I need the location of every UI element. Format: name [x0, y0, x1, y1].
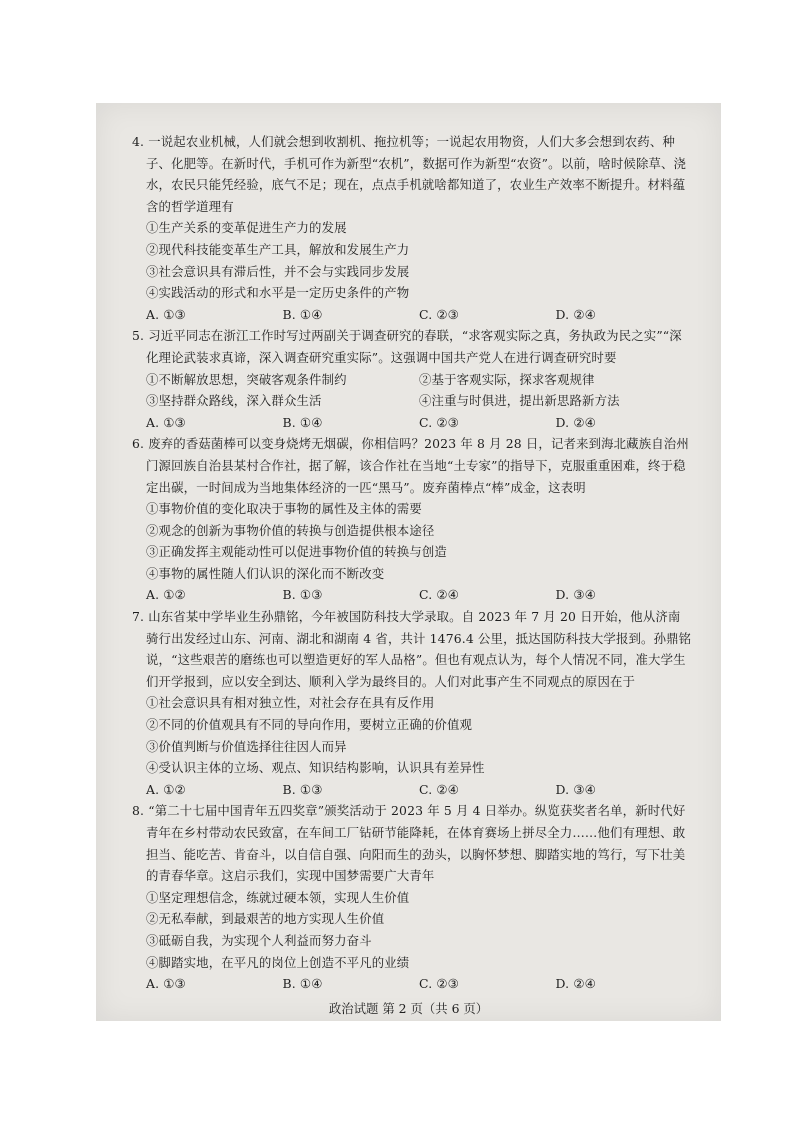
- answer-options: [132, 973, 692, 995]
- option-d: D. ③④: [555, 587, 596, 603]
- statement-3: ③正确发挥主观能动性可以促进事物价值的转换与创造: [146, 544, 447, 560]
- statement-4: ④注重与时俱进，提出新思路新方法: [419, 393, 620, 409]
- question-stem: 7. 山东省某中学毕业生孙鼎铭，今年被国防科技大学录取。自 2023 年 7 月 20 日开始，他从济南骑行出发经过山东、河南、湖北和湖南 4 省，共计 1476.4 公里，抵达国防科技大学报到。孙鼎铭说，“这些艰苦的磨练也可以塑造更好的军人品格”。但也有观点认为，每个人情况不同，准大学生们开学报到，应以安全到达、顺利入学为最终目的。人们对此事产生不同观点的原因在于: [132, 609, 692, 689]
- option-a: A. ①②: [146, 587, 186, 603]
- statement-row: [132, 369, 692, 391]
- option-b: B. ①④: [282, 306, 323, 322]
- exam-page: [96, 103, 721, 1021]
- question-4: [132, 131, 692, 325]
- question-stem: 4. 一说起农业机械，人们就会想到收割机、拖拉机等；一说起农用物资，人们大多会想到农药、种子、化肥等。在新时代，手机可作为新型“农机”，数据可作为新型“农资”。以前，啥时候除草、浇水，农民只能凭经验，底气不足；现在，点点手机就啥都知道了，农业生产效率不断提升。材料蕴含的哲学道理有: [132, 134, 687, 214]
- statement-3: ③坚持群众路线，深入群众生活: [146, 393, 322, 409]
- statement-2: ②观念的创新为事物价值的转换与创造提供根本途径: [146, 522, 435, 538]
- statement-4: ④脚踏实地，在平凡的岗位上创造不平凡的业绩: [146, 954, 410, 970]
- answer-options: [132, 412, 692, 434]
- answer-options: [132, 584, 692, 606]
- question-stem: 6. 废弃的香菇菌棒可以变身烧烤无烟碳，你相信吗？2023 年 8 月 28 日，记者来到海北藏族自治州门源回族自治县某村合作社，据了解，该合作社在当地“土专家”的指导下，克服重重困难，终于稳定出碳，一时间成为当地集体经济的一匹“黑马”。废弃菌棒点“棒”成金，这表明: [132, 436, 689, 495]
- statement-1: ①事物价值的变化取决于事物的属性及主体的需要: [146, 501, 422, 517]
- option-d: D. ③④: [555, 781, 596, 797]
- answer-options: [132, 779, 692, 801]
- option-b: B. ①④: [282, 976, 323, 992]
- option-a: A. ①②: [146, 781, 186, 797]
- question-stem: 8. “第二十七届中国青年五四奖章”颁奖活动于 2023 年 5 月 4 日举办。纵览获奖者名单，新时代好青年在乡村带动农民致富，在车间工厂钻研节能降耗，在体育赛场上拼尽全力……他们有理想、敢担当、能吃苦、肯奋斗，以自信自强、向阳而生的劲头，以胸怀梦想、脚踏实地的笃行，写下壮美的青春华章。这启示我们，实现中国梦需要广大青年: [132, 803, 686, 884]
- option-d: D. ②④: [555, 976, 596, 992]
- option-d: D. ②④: [555, 414, 596, 430]
- option-c: C. ②④: [419, 587, 459, 603]
- statement-3: ③社会意识具有滞后性，并不会与实践同步发展: [146, 263, 410, 279]
- option-a: A. ①③: [146, 414, 186, 430]
- statement-1: ①不断解放思想，突破客观条件制约: [146, 371, 347, 387]
- question-stem: 5. 习近平同志在浙江工作时写过两副关于调查研究的春联，“求客观实际之真，务执政为民之实”“深化理论武装求真谛，深入调查研究重实际”。这强调中国共产党人在进行调查研究时要: [132, 328, 682, 365]
- question-6: [132, 433, 692, 606]
- statement-3: ③砥砺自我，为实现个人利益而努力奋斗: [146, 932, 372, 948]
- statement-2: ②基于客观实际，探求客观规律: [419, 371, 595, 387]
- option-c: C. ②③: [419, 306, 459, 322]
- statement-3: ③价值判断与价值选择往往因人而异: [146, 738, 347, 754]
- option-b: B. ①③: [282, 781, 323, 797]
- statement-4: ④受认识主体的立场、观点、知识结构影响，认识具有差异性: [146, 760, 485, 776]
- statement-4: ④事物的属性随人们认识的深化而不断改变: [146, 565, 385, 581]
- question-7: [132, 606, 692, 800]
- statement-1: ①坚定理想信念，练就过硬本领，实现人生价值: [146, 889, 410, 905]
- statement-2: ②现代科技能变革生产工具，解放和发展生产力: [146, 241, 410, 257]
- statement-1: ①生产关系的变革促进生产力的发展: [146, 220, 347, 236]
- option-c: C. ②③: [419, 414, 459, 430]
- statement-2: ②不同的价值观具有不同的导向作用，要树立正确的价值观: [146, 717, 473, 733]
- statement-4: ④实践活动的形式和水平是一定历史条件的产物: [146, 285, 410, 301]
- question-8: [132, 800, 692, 994]
- statement-row: [132, 390, 692, 412]
- option-a: A. ①③: [146, 306, 186, 322]
- option-c: C. ②④: [419, 781, 459, 797]
- answer-options: [132, 304, 692, 326]
- question-list: [132, 131, 692, 995]
- option-d: D. ②④: [555, 306, 596, 322]
- option-a: A. ①③: [146, 976, 186, 992]
- statement-2: ②无私奉献，到最艰苦的地方实现人生价值: [146, 911, 385, 927]
- statement-1: ①社会意识具有相对独立性，对社会存在具有反作用: [146, 695, 435, 711]
- option-c: C. ②③: [419, 976, 459, 992]
- option-b: B. ①③: [282, 587, 323, 603]
- question-5: [132, 325, 692, 433]
- page-footer: 政治试题 第 2 页（共 6 页）: [328, 1001, 489, 1016]
- option-b: B. ①④: [282, 414, 323, 430]
